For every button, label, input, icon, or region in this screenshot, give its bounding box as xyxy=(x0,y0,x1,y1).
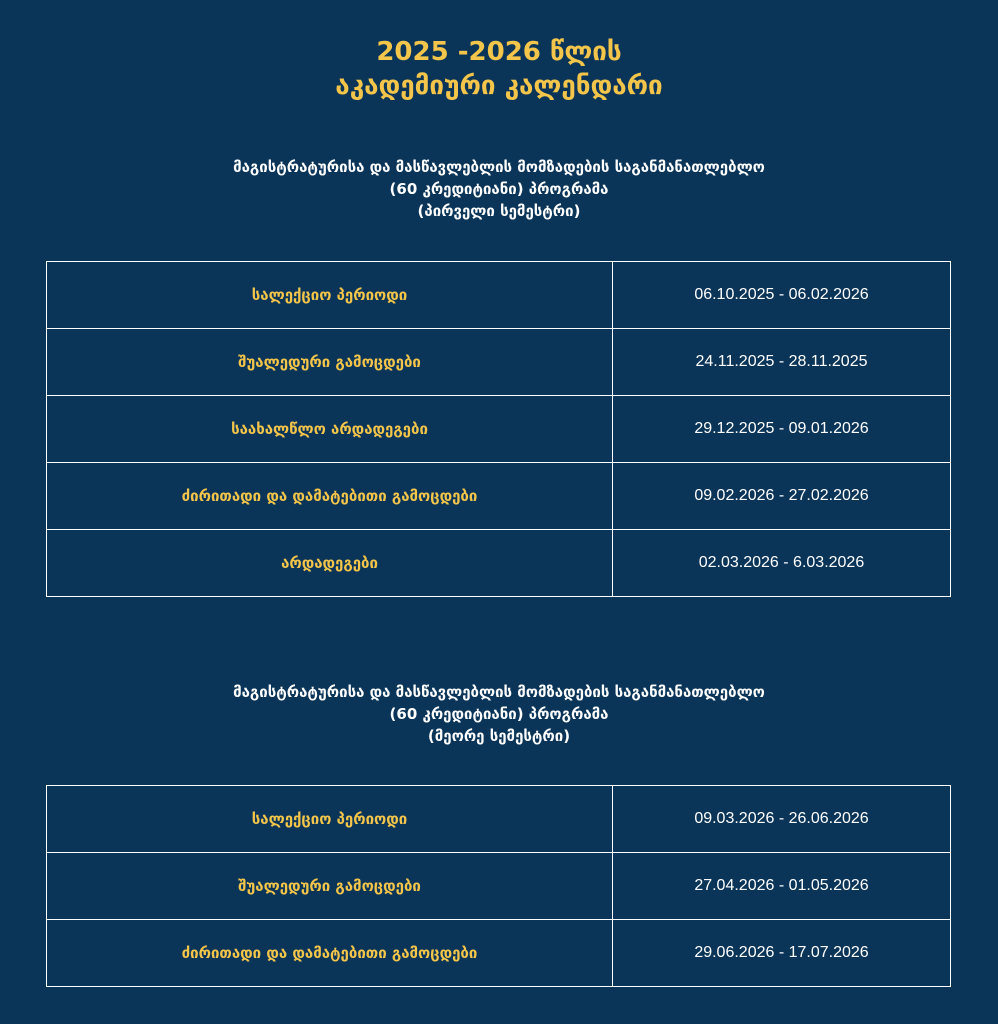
program-title: მაგისტრატურისა და მასწავლებლის მომზადების საგანმანათლებლო xyxy=(233,158,765,176)
table-row xyxy=(47,920,951,987)
table-row xyxy=(47,329,951,396)
period-dates: 29.12.2025 - 09.01.2026 xyxy=(613,396,951,463)
program-title: მაგისტრატურისა და მასწავლებლის მომზადების საგანმანათლებლო xyxy=(233,683,765,701)
table-row xyxy=(47,786,951,853)
period-dates: 09.03.2026 - 26.06.2026 xyxy=(613,786,951,853)
table-row xyxy=(47,262,951,329)
page-title-year: 2025 -2026 წლის xyxy=(376,37,622,67)
period-label: სალექციო პერიოდი xyxy=(47,262,613,329)
period-dates: 29.06.2026 - 17.07.2026 xyxy=(613,920,951,987)
semester-1-table xyxy=(46,261,951,597)
period-dates: 27.04.2026 - 01.05.2026 xyxy=(613,853,951,920)
period-label: ძირითადი და დამატებითი გამოცდები xyxy=(47,920,613,987)
program-credits: (60 კრედიტიანი) პროგრამა xyxy=(389,180,609,198)
period-label: სალექციო პერიოდი xyxy=(47,786,613,853)
period-dates: 09.02.2026 - 27.02.2026 xyxy=(613,463,951,530)
period-dates: 02.03.2026 - 6.03.2026 xyxy=(613,530,951,597)
period-dates: 24.11.2025 - 28.11.2025 xyxy=(613,329,951,396)
table-row xyxy=(47,530,951,597)
period-label: შუალედური გამოცდები xyxy=(47,853,613,920)
table-row xyxy=(47,396,951,463)
semester-2-table xyxy=(46,785,951,987)
period-label: შუალედური გამოცდები xyxy=(47,329,613,396)
semester-2-heading xyxy=(0,681,998,747)
period-label: ძირითადი და დამატებითი გამოცდები xyxy=(47,463,613,530)
period-dates: 06.10.2025 - 06.02.2026 xyxy=(613,262,951,329)
table-row xyxy=(47,463,951,530)
period-label: საახალწლო არდადეგები xyxy=(47,396,613,463)
period-label: არდადეგები xyxy=(47,530,613,597)
semester-label: (პირველი სემესტრი) xyxy=(417,202,581,220)
page-title: აკადემიური კალენდარი xyxy=(335,71,663,101)
semester-label: (მეორე სემესტრი) xyxy=(427,727,571,745)
semester-1-heading xyxy=(0,156,998,222)
table-row xyxy=(47,853,951,920)
program-credits: (60 კრედიტიანი) პროგრამა xyxy=(389,705,609,723)
